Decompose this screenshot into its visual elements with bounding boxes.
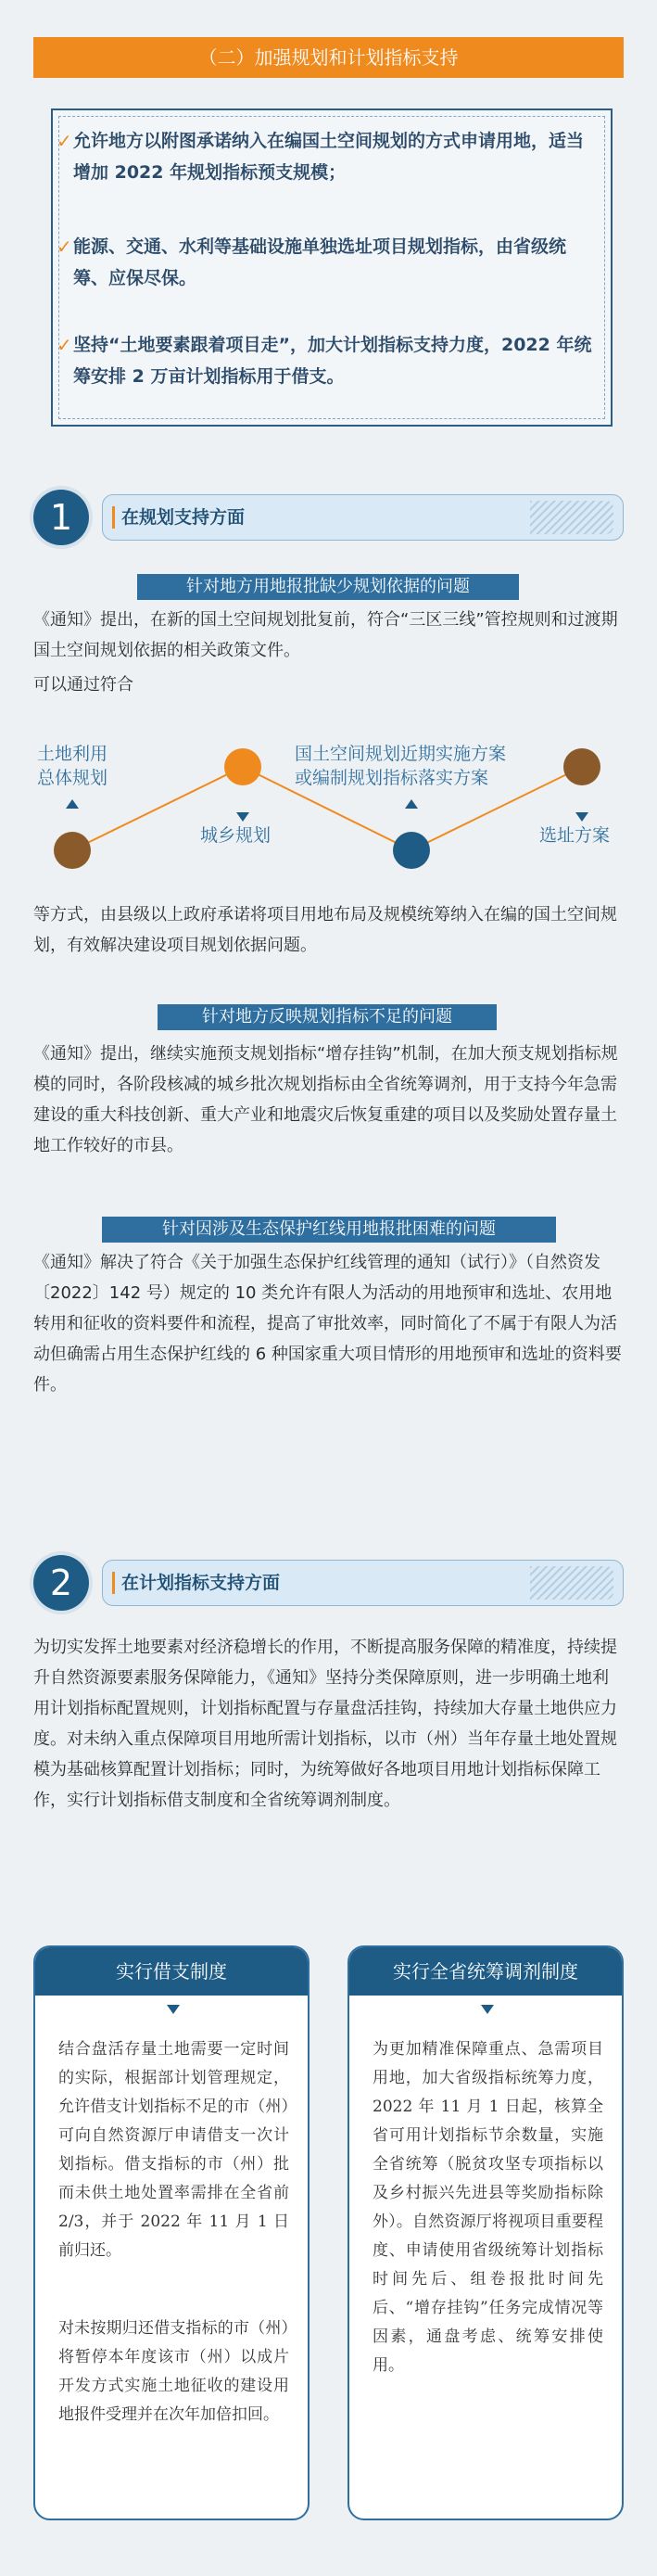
card-paragraph: 结合盘活存量土地需要一定时间的实际，根据部计划管理规定，允许借支计划指标不足的市（州）可向自然资源厅申请借支一次计划指标。借支指标的市（州）批而未供土地处置率需排在全省前 2/3，并于 2022 年 11 月 1 日前归还。 (58, 2040, 289, 2260)
pill-accent-bar (112, 1572, 115, 1594)
summary-item (57, 231, 598, 294)
flow-label-land-use-plan: 土地利用 总体规划 (37, 744, 108, 788)
planning-basis-diagram (0, 723, 657, 890)
section-number-badge: 2 (33, 1555, 89, 1611)
flow-node-3 (393, 832, 430, 869)
subsection-heading: 针对地方反映规划指标不足的问题 (158, 1004, 497, 1030)
flow-node-1 (54, 832, 91, 869)
pill-stripe-decoration (530, 501, 613, 534)
summary-item (57, 125, 598, 188)
policy-card-borrowing (33, 1945, 310, 2520)
up-triangle-icon (405, 799, 418, 809)
down-triangle-icon (575, 812, 588, 822)
check-icon: ✓ (57, 334, 72, 356)
section-title-pill (102, 494, 624, 541)
summary-item (57, 329, 598, 392)
flow-node-2 (224, 748, 261, 785)
card-paragraph: 为更加精准保障重点、急需项目用地，加大省级指标统筹力度，2022 年 11 月 1 日起，核算全省可用计划指标节余数量，实施全省统筹（脱贫攻坚专项指标以及乡村振兴先进县等奖励指标除外）。自然资源厅将视项目重要程度、申请使用省级统筹计划指标时间先后、组卷报批时间先后、“增存挂钩”任务完成情况等因素，通盘考虑、统筹安排使用。 (373, 2040, 603, 2375)
down-triangle-icon (481, 2005, 494, 2014)
section-banner: （二）加强规划和计划指标支持 (33, 37, 624, 78)
summary-item-text: 允许地方以附图承诺纳入在编国土空间规划的方式申请用地，适当增加 2022 年规划指标预支规模； (73, 131, 585, 183)
subsection-heading: 针对地方用地报批缺少规划依据的问题 (137, 574, 519, 600)
flow-node-4 (563, 748, 600, 785)
down-triangle-icon (167, 2005, 180, 2014)
check-icon: ✓ (57, 236, 72, 258)
paragraph: 《通知》提出，在新的国土空间规划批复前，符合“三区三线”管控规则和过渡期国土空间规划依据的相关政策文件。 (33, 610, 618, 660)
policy-card-provincial (347, 1945, 624, 2520)
flow-label-site-selection: 选址方案 (539, 825, 611, 846)
paragraph: 为切实发挥土地要素对经济稳增长的作用，不断提高服务保障的精准度，持续提升自然资源要素服务保障能力，《通知》坚持分类保障原则，进一步明确土地利用计划指标配置规则，计划指标配置与存量盘活挂钩，持续加大存量土地供应力度。对未纳入重点保障项目用地所需计划指标，以市（州）当年存量土地处置规模为基础核算配置计划指标；同时，为统筹做好各地项目用地计划指标保障工作，实行计划指标借支制度和全省统筹调剂制度。 (33, 1638, 617, 1810)
check-icon: ✓ (57, 130, 72, 152)
summary-item-text: 坚持“土地要素跟着项目走”，加大计划指标支持力度，2022 年统筹安排 2 万亩计划指标用于借支。 (73, 335, 592, 387)
section-number-badge: 1 (33, 490, 89, 545)
pill-accent-bar (112, 506, 115, 529)
up-triangle-icon (66, 799, 79, 809)
card-title: 实行全省统筹调剂制度 (349, 1947, 622, 1996)
card-paragraph: 对未按期归还借支指标的市（州）将暂停本年度该市（州）以成片开发方式实施土地征收的建设用地报件受理并在次年加倍扣回。 (58, 2319, 289, 2424)
card-title: 实行借支制度 (35, 1947, 308, 1996)
section-title: 在规划支持方面 (121, 507, 246, 528)
pill-stripe-decoration (530, 1566, 613, 1600)
summary-box (51, 108, 613, 427)
flow-label-territorial-plan: 国土空间规划近期实施方案 或编制规划指标落实方案 (295, 744, 507, 788)
flow-label-urban-rural-plan: 城乡规划 (200, 825, 272, 846)
paragraph: 可以通过符合 (33, 675, 133, 695)
section-title-pill (102, 1560, 624, 1606)
summary-item-text: 能源、交通、水利等基础设施单独选址项目规划指标，由省级统筹、应保尽保。 (73, 236, 567, 288)
subsection-heading: 针对因涉及生态保护红线用地报批困难的问题 (102, 1217, 556, 1243)
section-title: 在计划指标支持方面 (121, 1573, 281, 1593)
paragraph: 等方式，由县级以上政府承诺将项目用地布局及规模统筹纳入在编的国土空间规划，有效解决建设项目规划依据问题。 (33, 905, 617, 955)
paragraph: 《通知》解决了符合《关于加强生态保护红线管理的通知（试行）》（自然资发〔2022〕142 号）规定的 10 类允许有限人为活动的用地预审和选址、农用地转用和征收的资料要件和流程，提高了审批效率，同时简化了不属于有限人为活动但确需占用生态保护红线的 6 种国家重大项目情形的用地预审和选址的资料要件。 (33, 1253, 622, 1395)
down-triangle-icon (236, 812, 249, 822)
paragraph: 《通知》提出，继续实施预支规划指标“增存挂钩”机制，在加大预支规划指标规模的同时，各阶段核减的城乡批次规划指标由全省统筹调剂，用于支持今年急需建设的重大科技创新、重大产业和地震灾后恢复重建的项目以及奖励处置存量土地工作较好的市县。 (33, 1044, 618, 1155)
